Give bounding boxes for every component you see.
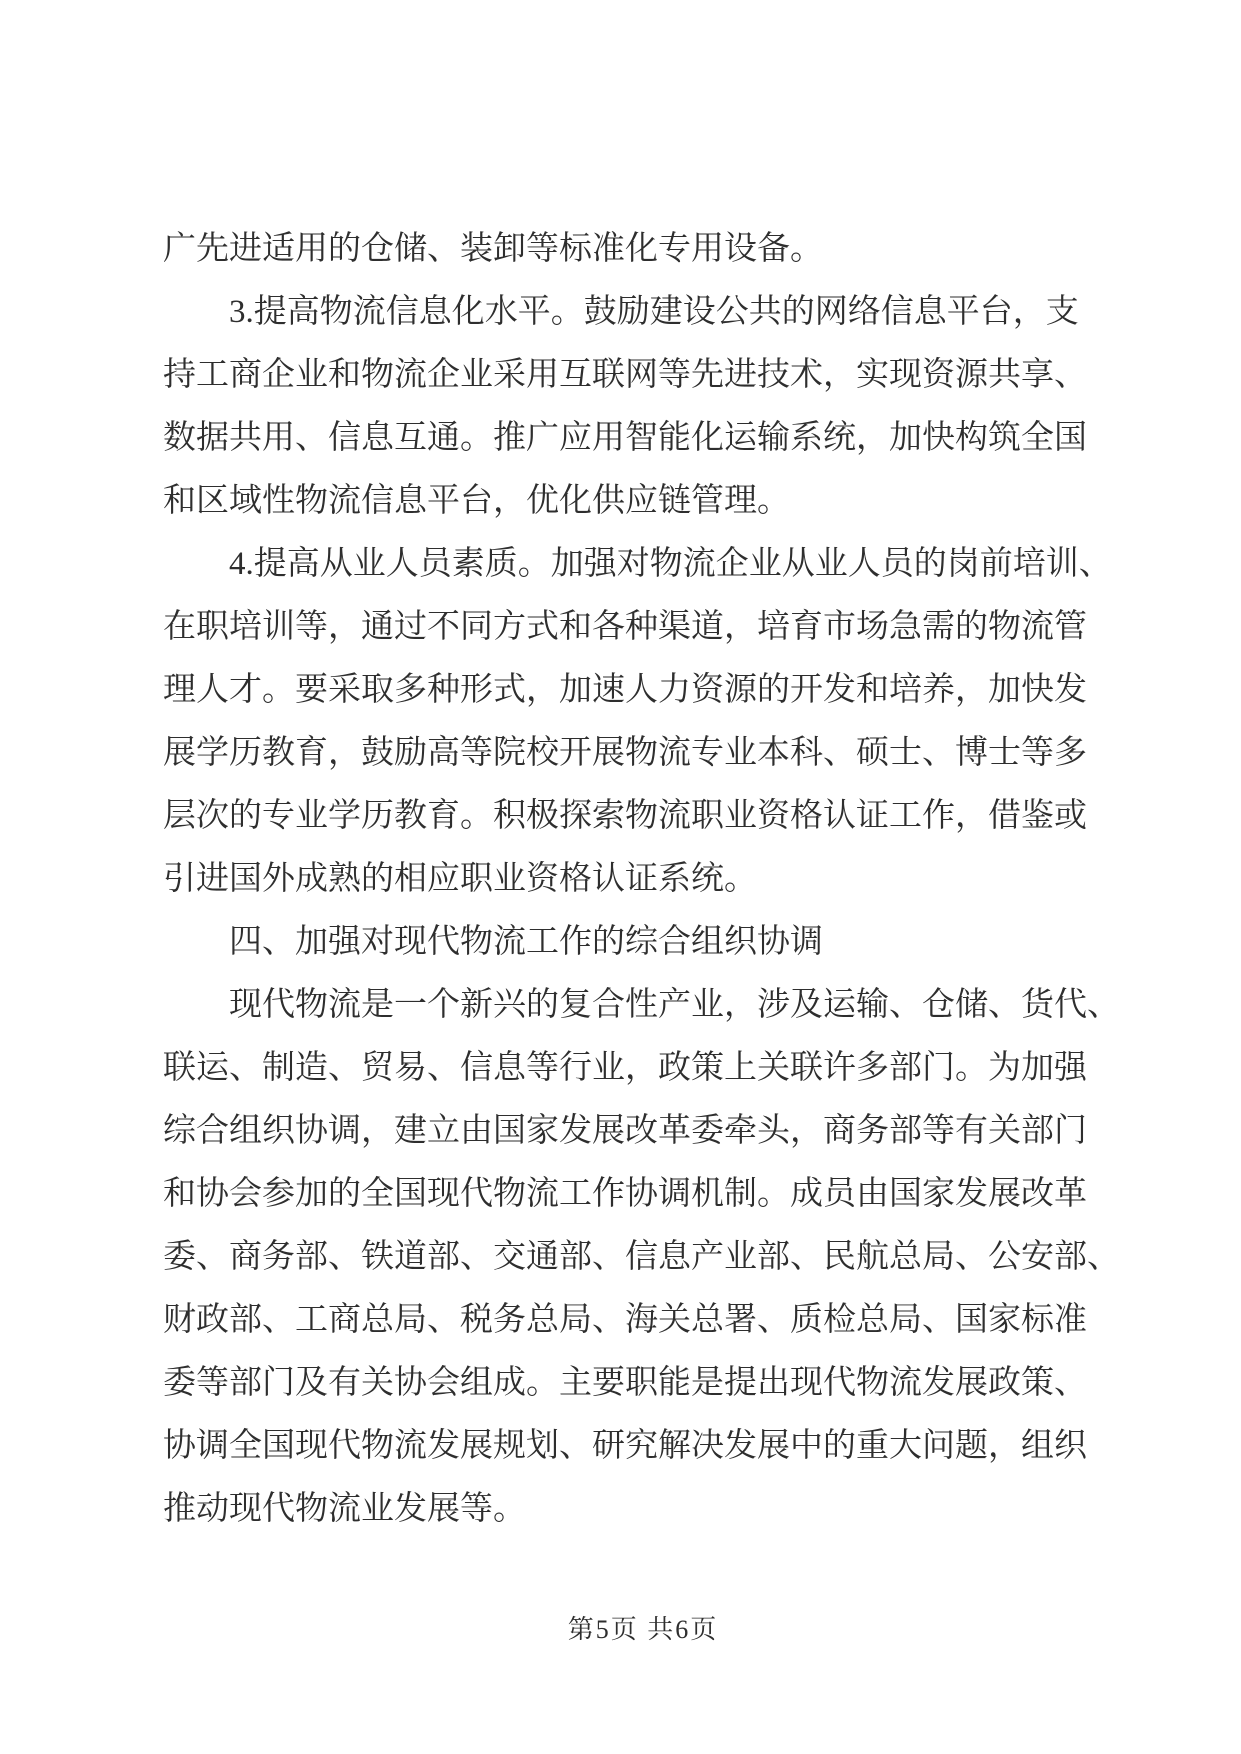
document-body xyxy=(163,218,1120,1541)
body-line: 广先进适用的仓储、装卸等标准化专用设备。 xyxy=(163,231,823,267)
body-line: 推动现代物流业发展等。 xyxy=(163,1491,526,1527)
body-line: 3.提高物流信息化水平。鼓励建设公共的网络信息平台，支 xyxy=(229,294,1079,330)
body-line: 和区域性物流信息平台，优化供应链管理。 xyxy=(163,483,790,519)
body-line: 委等部门及有关协会组成。主要职能是提出现代物流发展政策、 xyxy=(163,1365,1087,1401)
body-line: 委、商务部、铁道部、交通部、信息产业部、民航总局、公安部、 xyxy=(163,1239,1120,1275)
body-line: 财政部、工商总局、税务总局、海关总署、质检总局、国家标准 xyxy=(163,1302,1087,1338)
body-line: 现代物流是一个新兴的复合性产业，涉及运输、仓储、货代、 xyxy=(229,987,1120,1023)
body-line: 层次的专业学历教育。积极探索物流职业资格认证工作，借鉴或 xyxy=(163,798,1087,834)
body-line: 和协会参加的全国现代物流工作协调机制。成员由国家发展改革 xyxy=(163,1176,1087,1212)
body-line: 持工商企业和物流企业采用互联网等先进技术，实现资源共享、 xyxy=(163,357,1087,393)
body-line: 展学历教育，鼓励高等院校开展物流专业本科、硕士、博士等多 xyxy=(163,735,1087,771)
body-line: 理人才。要采取多种形式，加速人力资源的开发和培养，加快发 xyxy=(163,672,1087,708)
body-line: 四、加强对现代物流工作的综合组织协调 xyxy=(229,924,823,960)
body-line: 协调全国现代物流发展规划、研究解决发展中的重大问题，组织 xyxy=(163,1428,1087,1464)
body-line: 4.提高从业人员素质。加强对物流企业从业人员的岗前培训、 xyxy=(229,546,1112,582)
body-line: 引进国外成熟的相应职业资格认证系统。 xyxy=(163,861,757,897)
body-line: 联运、制造、贸易、信息等行业，政策上关联许多部门。为加强 xyxy=(163,1050,1087,1086)
page-footer: 第5页 共6页 xyxy=(567,1615,719,1644)
body-line: 在职培训等，通过不同方式和各种渠道，培育市场急需的物流管 xyxy=(163,609,1087,645)
body-line: 数据共用、信息互通。推广应用智能化运输系统，加快构筑全国 xyxy=(163,420,1087,456)
body-line: 综合组织协调，建立由国家发展改革委牵头，商务部等有关部门 xyxy=(163,1113,1087,1149)
